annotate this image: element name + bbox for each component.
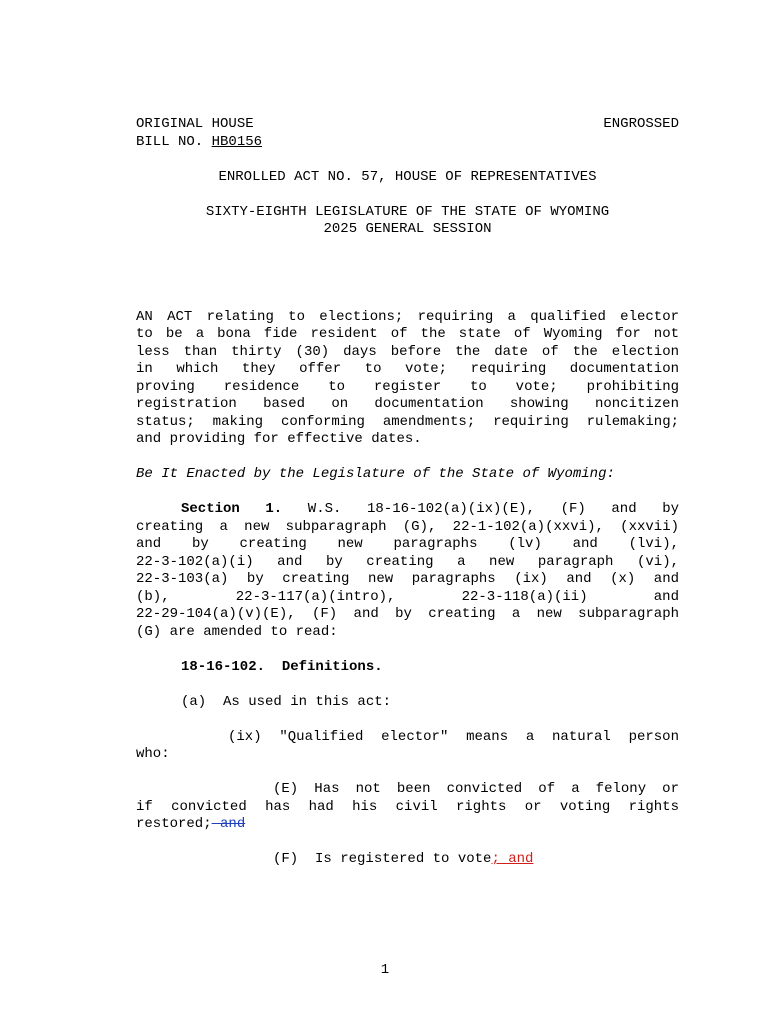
legislature-title: SIXTY-EIGHTH LEGISLATURE OF THE STATE OF WYOMING: [205, 203, 610, 220]
section-1-line: and by creating new paragraphs (lv) and (lvi),: [136, 536, 679, 552]
bill-number-line: [136, 134, 679, 152]
act-summary: [136, 309, 679, 449]
paragraph-ix-line: (ix) "Qualified elector" means a natural person: [228, 728, 679, 745]
enrolled-act-title: ENROLLED ACT NO. 57, HOUSE OF REPRESENTATIVES: [218, 168, 597, 185]
bill-header: [136, 116, 679, 134]
section-1-label: Section 1.: [181, 501, 283, 517]
section-1-line: 22-3-102(a)(i) and by creating a new paragraph (vi),: [136, 553, 679, 570]
section-1-line: 22-3-103(a) by creating new paragraphs (ix) and (x) and: [136, 571, 679, 587]
act-summary-line: to be a bona fide resident of the state of Wyoming for not: [136, 326, 679, 342]
act-summary-line: registration based on documentation showing noncitizen: [136, 396, 679, 412]
origin-label: ORIGINAL HOUSE: [136, 116, 254, 132]
subparagraph-e-line: if convicted has had his civil rights or voting rights: [136, 798, 679, 815]
bill-number: HB0156: [211, 133, 263, 150]
section-1-line: (b), 22-3-117(a)(intro), 22-3-118(a)(ii) and: [136, 588, 679, 605]
bill-number-prefix: BILL NO.: [136, 133, 212, 150]
session-title: 2025 GENERAL SESSION: [323, 221, 492, 237]
deleted-text: and: [211, 816, 246, 832]
act-summary-line: AN ACT relating to elections; requiring a qualified elector: [136, 308, 679, 325]
subsection-a: (a) As used in this act:: [181, 693, 392, 710]
page-number: 1: [380, 962, 390, 978]
statute-heading: 18-16-102. Definitions.: [181, 658, 383, 675]
subparagraph-e-last-line: [136, 816, 679, 834]
act-summary-line: status; making conforming amendments; requiring rulemaking;: [136, 413, 679, 430]
inserted-text: ; and: [491, 851, 534, 867]
enacting-clause: Be It Enacted by the Legislature of the State of Wyoming:: [136, 466, 615, 482]
subparagraph-f-text: (F) Is registered to vote: [273, 851, 492, 867]
document-page: [136, 116, 679, 869]
section-1-line: (G) are amended to read:: [136, 623, 338, 640]
section-1: [136, 501, 679, 641]
subparagraph-f-line: [136, 851, 679, 869]
act-summary-line: in which they offer to vote; requiring documentation: [136, 361, 679, 377]
act-summary-line: and providing for effective dates.: [136, 431, 422, 447]
engrossed-label: ENGROSSED: [603, 116, 679, 132]
section-1-first-line: [136, 501, 679, 519]
section-1-line: creating a new subparagraph (G), 22-1-102(a)(xxvi), (xxvii): [136, 518, 679, 535]
section-1-line: 22-29-104(a)(v)(E), (F) and by creating a new subparagraph: [136, 606, 679, 622]
act-summary-line: proving residence to register to vote; prohibiting: [136, 378, 679, 395]
act-summary-line: less than thirty (30) days before the date of the election: [136, 343, 679, 360]
section-1-text: W.S. 18-16-102(a)(ix)(E), (F) and by: [307, 501, 679, 517]
paragraph-ix-line: who:: [136, 746, 170, 762]
subparagraph-e-line: (E) Has not been convicted of a felony or: [273, 781, 679, 797]
subparagraph-e-text: restored;: [136, 816, 212, 832]
